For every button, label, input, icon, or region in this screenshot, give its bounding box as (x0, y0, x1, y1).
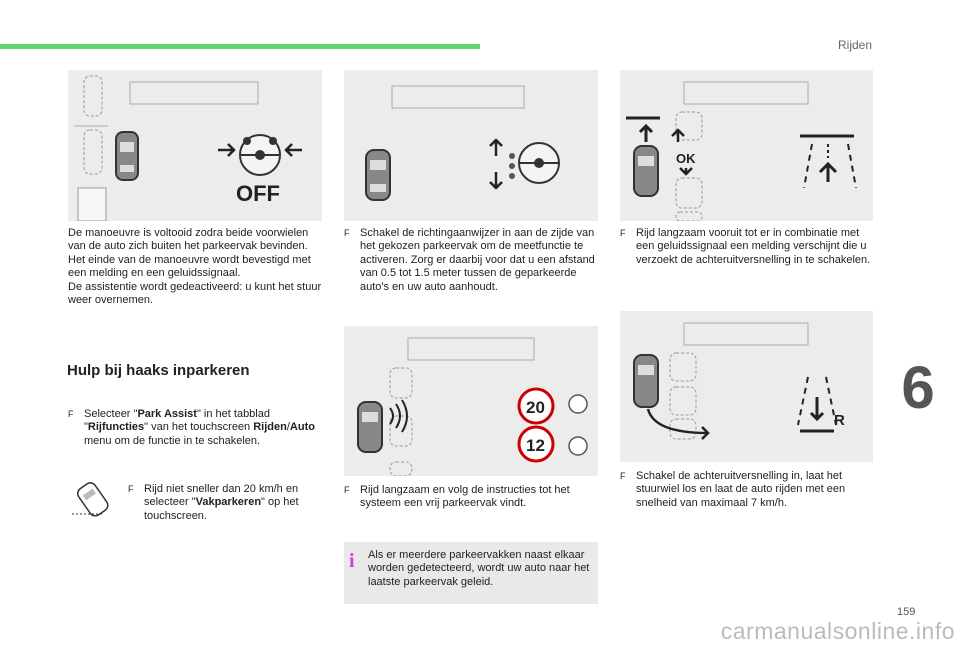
watermark: carmanualsonline.info (720, 618, 955, 644)
figure-forward-ok (620, 70, 873, 221)
info-icon: i (349, 550, 355, 572)
speed-limit-20: 20 (526, 398, 545, 417)
bullet-reverse: F Schakel de achteruitversnelling in, laat het stuurwiel los en laat de auto rijden met een snelheid van maximaal 7 km/h. (620, 470, 846, 509)
section-title: Rijden (838, 38, 873, 52)
intro-paragraph (68, 227, 324, 307)
speed-12: 12 (526, 436, 545, 455)
bullet-marker: F (344, 485, 350, 495)
section-heading: Hulp bij haaks inparkeren (67, 362, 250, 379)
steering-wheel-icon (240, 135, 280, 175)
bullet-drive-forward: F Rijd langzaam vooruit tot er in combinatie met een geluidssignaal een melding verschijnt die u verzoekt de achteruitversnelling in te schakelen. (620, 227, 871, 266)
header-accent-bar (0, 44, 480, 49)
figure-perpendicular-parking (68, 478, 118, 518)
figure-manoeuvre-off (68, 70, 322, 221)
paragraph-2: Het einde van de manoeuvre wordt bevestigd met een melding en een geluidssignaal. (68, 253, 311, 280)
info-note (344, 542, 598, 604)
steering-wheel-icon (519, 143, 559, 183)
figure-indicator (344, 70, 598, 221)
bullet-marker: F (620, 228, 626, 238)
bullet-drive-slowly: F Rijd langzaam en volg de instructies tot het systeem een vrij parkeervak vindt. (344, 484, 570, 510)
bullet-indicator: F Schakel de richtingaanwijzer in aan de zijde van het gekozen parkeervak om de meetfunctie te activeren. Zorg er daarbij voor dat u een afstand van 0.5 tot 1.5 meter tussen de geparkeerde auto's en uw auto aanhoudt. (344, 227, 595, 293)
paragraph-1: De manoeuvre is voltooid zodra beide voorwielen van de auto zich buiten het parkeervak bevinden. (68, 227, 309, 253)
ok-label: OK (676, 151, 696, 166)
figure-speed-scan (344, 326, 598, 476)
bullet-speed-select: F Rijd niet sneller dan 20 km/h en selecteer "Vakparkeren" op het touchscreen. (128, 483, 299, 522)
paragraph-3: De assistentie wordt gedeactiveerd: u kunt het stuur weer overnemen. (68, 280, 322, 307)
page-number: 159 (897, 606, 916, 618)
reverse-label: R (834, 412, 845, 429)
bullet-select-park-assist: F Selecteer "Park Assist" in het tabblad "Rijfuncties" van het touchscreen Rijden/Auto menu om de functie in te schakelen. (68, 408, 315, 447)
bullet-marker: F (68, 409, 74, 419)
bullet-marker: F (344, 228, 350, 238)
bullet-marker: F (128, 484, 134, 494)
bullet-marker: F (620, 471, 626, 481)
chapter-number: 6 (901, 353, 935, 421)
steering-wheel-icon (569, 395, 587, 455)
off-label: OFF (236, 181, 280, 206)
figure-reverse (620, 311, 873, 462)
info-text: Als er meerdere parkeervakken naast elkaar worden gedetecteerd, wordt uw auto naar het laatste parkeervak geleid. (368, 549, 590, 588)
